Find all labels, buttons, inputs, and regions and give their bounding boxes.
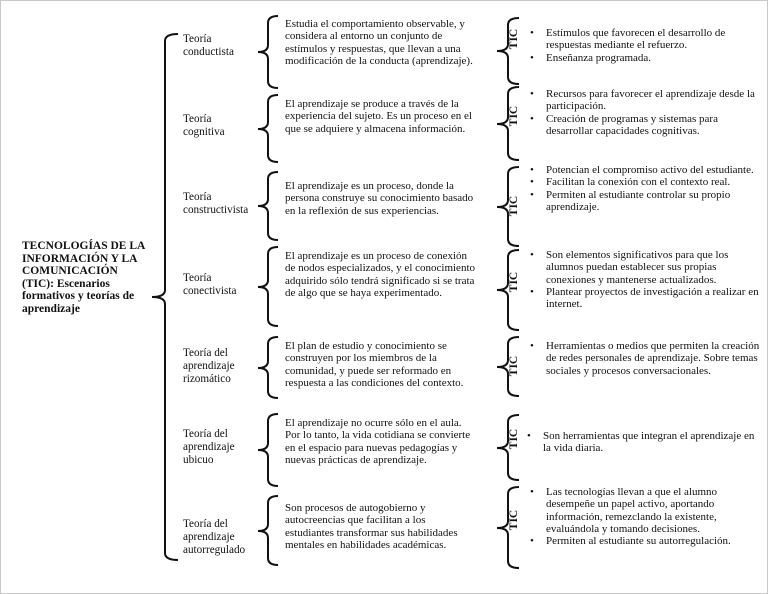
tic-item: • Recursos para favorecer el aprendizaje desde la participación. [524,88,760,113]
tic-label-text: TIC [508,105,520,127]
main-title-line: TECNOLOGÍAS DE LA [22,240,146,252]
tic-label [504,500,524,540]
theory-description: Son procesos de autogobierno y autocreencias que facilitan a los estudiantes transformar sus habilidades mentales en habilidades académicas. [285,502,458,551]
tic-item-list [524,88,760,137]
main-title-line: aprendizaje [22,302,80,315]
main-title-line: formativos y teorías de [22,290,135,302]
tic-item-list [524,340,760,377]
theory-name-line: constructivista [183,204,249,216]
theory-description: Estudia el comportamiento observable, y considera al entorno un conjunto de estímulos y respuestas, que llevan a una modificación de la conducta (aprendizaje). [285,18,473,67]
tic-item: • Potencian el compromiso activo del estudiante. [524,164,760,176]
theory-name-line: aprendizaje [183,531,235,543]
tic-label [504,262,524,302]
tic-item-list [524,27,760,64]
theory-name [183,33,261,59]
tic-item: • Creación de programas y sistemas para desarrollar capacidades cognitivas. [524,113,760,138]
tic-label-text: TIC [508,28,520,50]
theory-name-line: conectivista [183,285,237,297]
tic-item: • Estímulos que favorecen el desarrollo de respuestas mediante el refuerzo. [524,27,760,52]
tic-item: • Herramientas o medios que permiten la creación de redes personales de aprendizaje. Sobre temas sociales y procesos conversacionales. [524,340,760,377]
tic-item: • Son herramientas que integran el aprendizaje en la vida diaria. [521,430,757,455]
tic-item: • Facilitan la conexión con el contexto real. [524,176,760,188]
tic-item: • Plantear proyectos de investigación a realizar en internet. [524,286,760,311]
tic-label-text: TIC [508,428,520,450]
tic-label-text: TIC [508,355,520,377]
tic-item-list [524,486,760,547]
tic-item: • Permiten al estudiante controlar su propio aprendizaje. [524,189,760,214]
theory-name-line: Teoría del [183,518,228,530]
tic-label [504,346,524,386]
theory-name-line: Teoría del [183,347,228,359]
tic-item-list [524,164,760,213]
tic-item-list [521,430,757,455]
tic-item: • Permiten al estudiante su autorregulación. [524,535,760,547]
tic-item: • Son elementos significativos para que los alumnos puedan establecer sus propias conexiones y mantenerse actualizados. [524,249,760,286]
theory-name-line: Teoría [183,113,212,125]
main-title-line: COMUNICACIÓN [22,265,118,277]
theory-name-line: conductista [183,46,234,58]
theory-name [183,191,261,217]
theory-name-line: cognitiva [183,126,225,138]
theory-name [183,272,261,298]
tic-item: • Enseñanza programada. [524,52,760,64]
theory-name-line: aprendizaje [183,360,235,372]
tic-label-text: TIC [508,195,520,217]
theory-name-line: Teoría [183,191,212,203]
theory-description: El aprendizaje es un proceso, donde la persona construye su conocimiento basado en la reflexión de sus experiencias. [285,180,474,217]
theory-name [183,113,261,139]
tic-item-list [524,249,760,310]
main-title-line: INFORMACIÓN Y LA [22,252,138,265]
theory-description: El plan de estudio y conocimiento se construyen por los miembros de la comunidad, y puede ser reformado en respuesta a las condiciones del contexto. [285,340,464,389]
theory-name-line: Teoría del [183,428,228,440]
theory-name-line: Teoría [183,33,212,45]
theory-name-line: ubicuo [183,454,214,466]
theory-name [183,518,261,557]
theory-name-line: rizomático [183,373,231,385]
tic-label-text: TIC [508,509,520,531]
tic-label [504,186,524,226]
main-title [22,240,148,315]
theory-description: El aprendizaje no ocurre sólo en el aula. Por lo tanto, la vida cotidiana se convierte en el espacio para nuevas pedagogías y nuevas prácticas de aprendizaje. [285,417,471,466]
theory-name-line: autorregulado [183,544,246,556]
tic-item: • Las tecnologías llevan a que el alumno desempeñe un papel activo, aportando información, remezclando la existente, evaluándola y tomando decisiones. [524,486,760,535]
theory-description: El aprendizaje es un proceso de conexión de nodos especializados, y el conocimiento adquirido sólo tendrá significado si se trata de algo que se haya experimentado. [285,250,475,299]
theory-name [183,347,261,386]
theory-description: El aprendizaje se produce a través de la experiencia del sujeto. Es un proceso en el que se adquiere y almacena información. [285,98,472,135]
tic-label [504,96,524,136]
theory-name [183,428,261,467]
theory-name-line: Teoría [183,272,212,284]
tic-label [504,19,524,59]
theory-name-line: aprendizaje [183,441,235,453]
tic-label-text: TIC [508,271,520,293]
main-title-line: (TIC): Escenarios [22,277,110,290]
